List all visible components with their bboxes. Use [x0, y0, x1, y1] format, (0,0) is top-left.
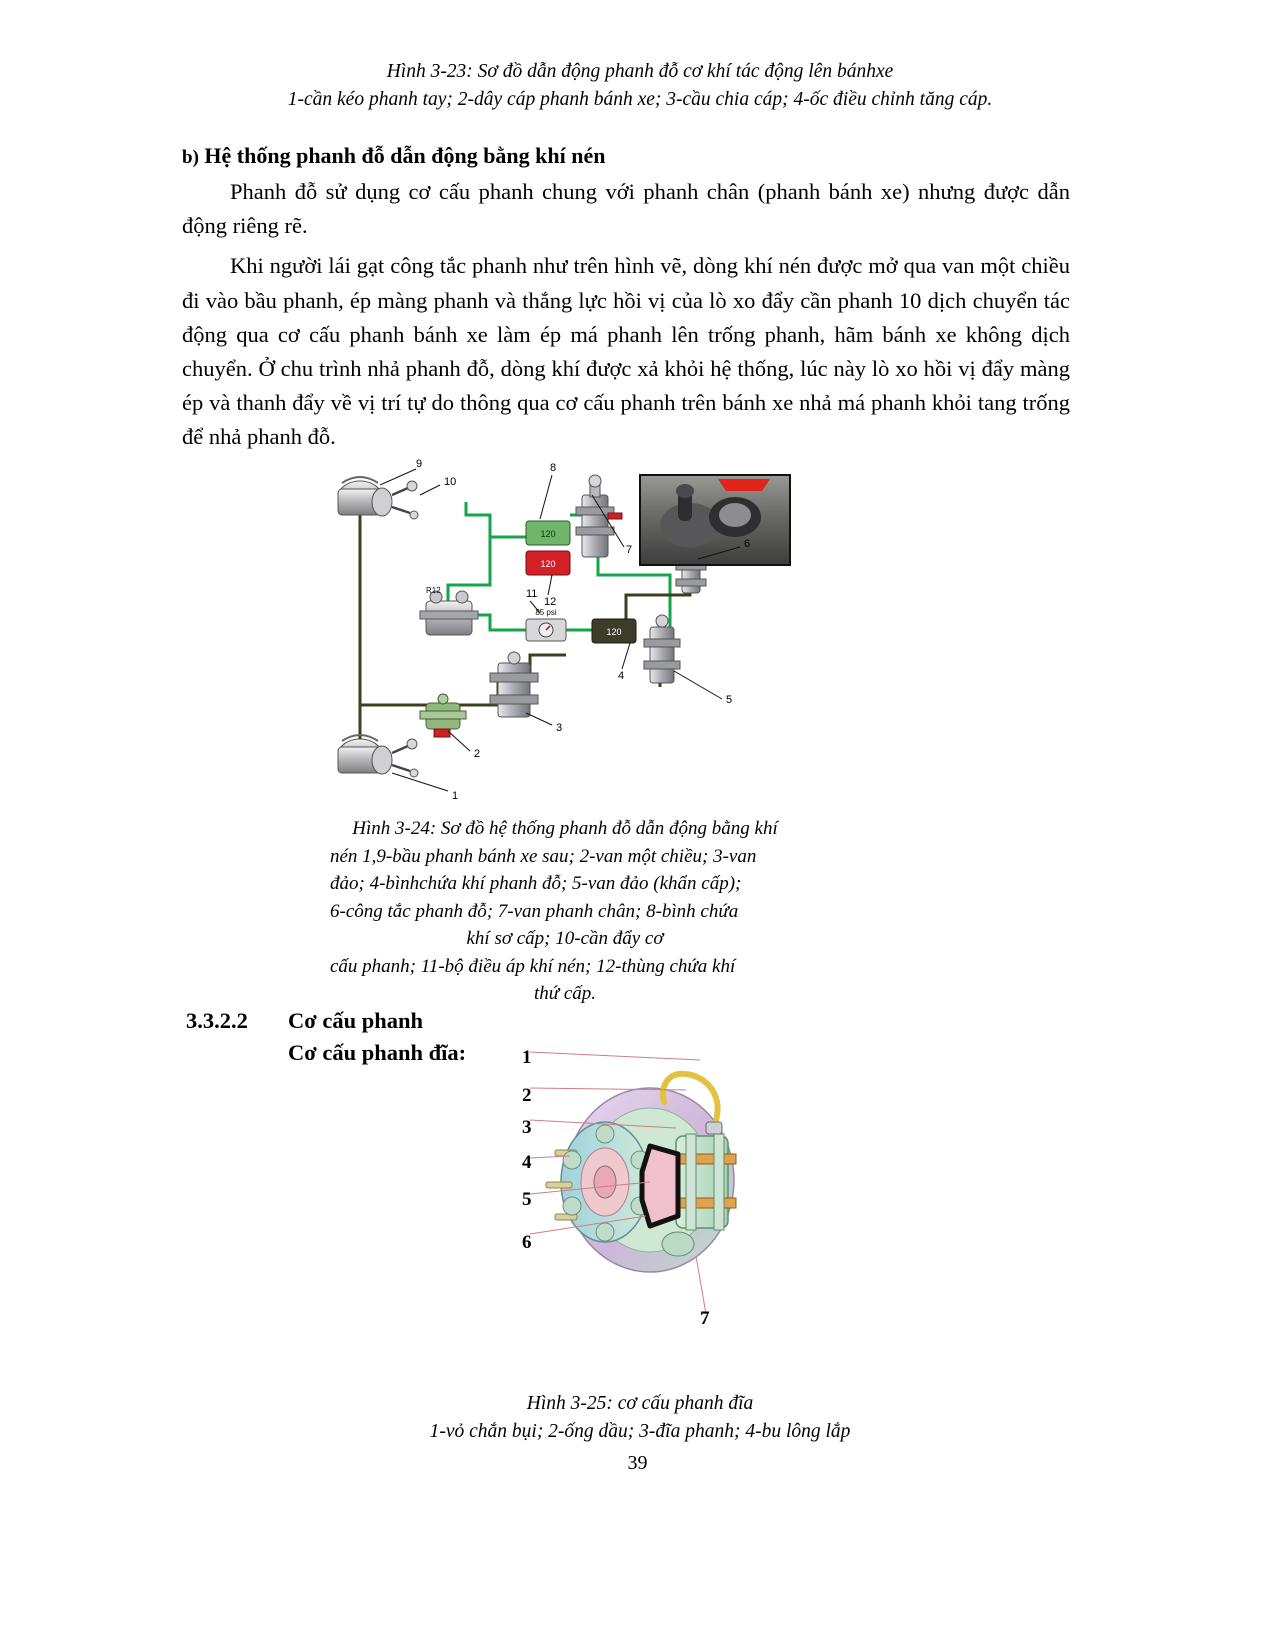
section-b-letter: b) — [182, 147, 199, 168]
callout-1: 1 — [452, 790, 459, 802]
callout-8: 8 — [550, 462, 557, 474]
cab-switch-photo — [640, 475, 790, 565]
r12-label: R12 — [426, 586, 441, 595]
part-8-primary-reservoir — [526, 521, 570, 545]
figure-3-25-caption — [300, 1390, 980, 1447]
callout-6: 6 — [744, 538, 751, 550]
figure-3-23-caption — [180, 58, 1100, 113]
fig24-caption-line-7: thứ cấp. — [533, 983, 597, 1005]
callout-5: 5 — [726, 694, 733, 706]
callout-12: 12 — [544, 596, 557, 608]
fig24-caption-line-5: khí sơ cấp; 10-cần đẩy cơ — [466, 928, 664, 950]
brake-pad — [642, 1146, 678, 1226]
part-5-emergency-relay-valve — [644, 615, 680, 683]
callout-7: 7 — [626, 544, 633, 556]
pressure-label: 85 psi — [535, 608, 557, 617]
figure-3-25-diagram — [500, 1030, 800, 1340]
part-1-brake-chamber — [338, 735, 418, 777]
fig24-caption-line-3: đảo; 4-bìnhchứa khí phanh đỗ; 5-van đảo (khẩn cấp); — [330, 873, 742, 895]
callout-3: 3 — [556, 722, 563, 734]
figure-3-24-svg — [330, 455, 830, 815]
figure-3-23-caption-line2: 1-cần kéo phanh tay; 2-dây cáp phanh bánh xe; 3-cầu chia cáp; 4-ốc điều chỉnh tăng cáp. — [287, 88, 993, 110]
fig25-label-6: 6 — [522, 1232, 532, 1253]
part-4-parking-reservoir — [592, 619, 636, 643]
page-number: 39 — [627, 1452, 648, 1474]
section-title: Cơ cấu phanh — [288, 1008, 424, 1033]
section-subtitle: Cơ cấu phanh đĩa: — [288, 1040, 467, 1065]
reservoir-green-label: 120 — [540, 529, 556, 539]
callout-9: 9 — [416, 458, 423, 470]
part-11-air-pressure-regulator — [526, 608, 566, 641]
reservoir-dark-label: 120 — [606, 627, 622, 637]
part-12-secondary-reservoir — [526, 551, 570, 575]
paragraph-2: Khi người lái gạt công tắc phanh như trên hình vẽ, dòng khí nén được mở qua van một chiều đi vào bầu phanh, ép màng phanh và thắng lực hồi vị của lò xo đẩy cần phanh 10 dịch chuyển tác động qua cơ cấu phanh bánh xe làm ép má phanh lên trống phanh, hãm bánh xe không dịch chuyển. Ở chu trình nhả phanh đỗ, dòng khí được xả khỏi hệ thống, lúc này lò xo hồi vị đẩy màng ép và thanh đẩy về vị trí tự do thông qua cơ cấu phanh trên bánh xe nhả má phanh khỏi tang trống để nhả phanh đỗ. — [182, 253, 1070, 450]
fig24-caption-line-2: nén 1,9-bầu phanh bánh xe sau; 2-van một chiều; 3-van — [330, 845, 757, 867]
part-2-check-valve — [420, 694, 466, 737]
fig25-caption-line2: 1-vỏ chắn bụi; 2-ống dầu; 3-đĩa phanh; 4-bu lông lắp — [429, 1421, 851, 1443]
fig24-caption-line-6: cấu phanh; 11-bộ điều áp khí nén; 12-thùng chứa khí — [330, 955, 736, 977]
callout-4: 4 — [618, 670, 625, 682]
fig25-label-5: 5 — [522, 1189, 532, 1210]
reservoir-red-label: 120 — [540, 559, 556, 569]
part-9-brake-chamber — [338, 477, 418, 519]
fig25-label-7: 7 — [700, 1308, 710, 1329]
fig25-label-1: 1 — [522, 1047, 532, 1068]
callout-11: 11 — [526, 588, 538, 600]
figure-3-23-caption-line1: Hình 3-23: Sơ đồ dẫn động phanh đỗ cơ khí tác động lên bánhxe — [386, 61, 894, 82]
fig24-caption-line-4: 6-công tắc phanh đỗ; 7-van phanh chân; 8-bình chứa — [330, 900, 739, 922]
fig25-label-4: 4 — [522, 1152, 532, 1173]
figure-3-24-diagram — [330, 455, 830, 815]
body-text — [182, 175, 1070, 455]
figure-3-25-svg — [500, 1030, 800, 1340]
callout-10: 10 — [444, 476, 457, 488]
section-number: 3.3.2.2 — [186, 1008, 248, 1033]
fig25-label-2: 2 — [522, 1085, 532, 1106]
fig25-label-3: 3 — [522, 1117, 532, 1138]
figure-3-24-caption — [330, 815, 800, 1008]
callout-2: 2 — [474, 748, 481, 760]
fig24-caption-line-1: Hình 3-24: Sơ đồ hệ thống phanh đỗ dẫn động bằng khí — [352, 818, 778, 839]
section-b-heading — [182, 143, 606, 169]
part-7-foot-brake-valve — [576, 475, 622, 557]
section-b-title: Hệ thống phanh đỗ dẫn động bằng khí nén — [204, 143, 606, 168]
paragraph-1: Phanh đỗ sử dụng cơ cấu phanh chung với phanh chân (phanh bánh xe) nhưng được dẫn động riêng rẽ. — [182, 179, 1070, 239]
fig25-caption-line1: Hình 3-25: cơ cấu phanh đĩa — [526, 1393, 754, 1414]
